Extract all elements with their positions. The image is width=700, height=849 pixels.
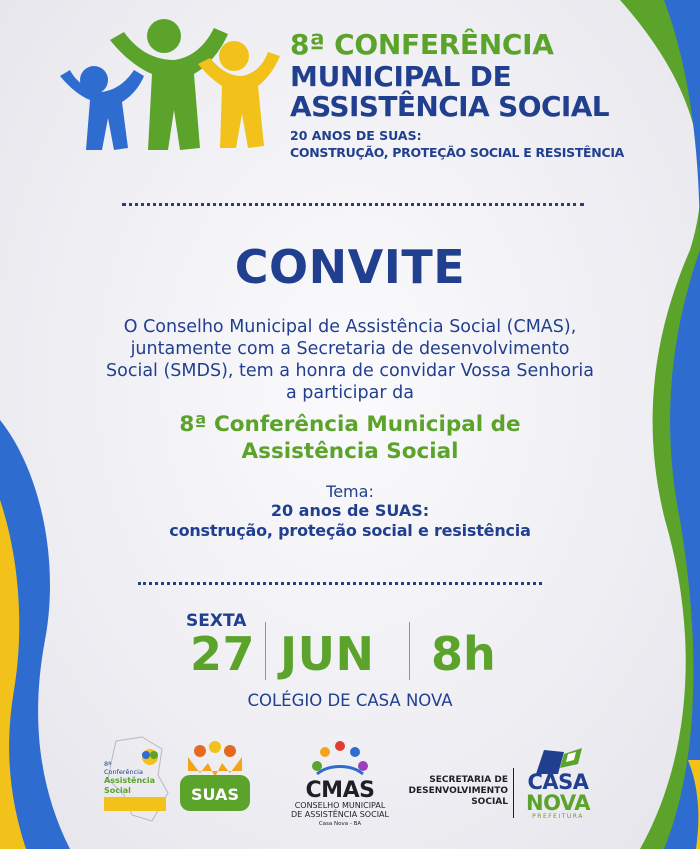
mini-logo-line: Assistência <box>104 776 156 785</box>
event-name <box>60 411 640 465</box>
cmas-logo <box>309 738 371 782</box>
header-subtitle-line2: CONSTRUÇÃO, PROTEÇÃO SOCIAL E RESISTÊNCIA <box>290 145 625 160</box>
date-separator <box>265 622 266 680</box>
invite-body-line: Social (SMDS), tem a honra de convidar Vossa Senhoria <box>106 361 594 381</box>
secretaria-line3: SOCIAL <box>471 797 508 807</box>
header-title-line3: ASSISTÊNCIA SOCIAL <box>290 90 610 123</box>
theme-line2: construção, proteção social e resistência <box>169 521 531 540</box>
conference-people-logo <box>52 10 282 160</box>
casa-nova-line2: NOVA <box>526 791 590 815</box>
header-title-line2: MUNICIPAL DE <box>290 60 512 93</box>
event-time: 8h <box>431 627 496 681</box>
mini-logo-line: Conferência <box>104 768 143 776</box>
invite-body <box>60 316 640 404</box>
event-day: 27 <box>190 627 256 681</box>
event-venue: COLÉGIO DE CASA NOVA <box>247 691 453 710</box>
cmas-logo-text: CMAS <box>305 778 375 803</box>
invite-heading: CONVITE <box>234 240 466 294</box>
event-name-line2: Assistência Social <box>241 439 459 464</box>
secretaria-line2: DESENVOLVIMENTO <box>408 786 508 796</box>
invite-body-line: juntamente com a Secretaria de desenvolvimento <box>130 339 570 359</box>
mini-logo-line: Social <box>104 786 131 795</box>
suas-logo-text: SUAS <box>191 785 239 804</box>
invite-body-line: O Conselho Municipal de Assistência Social (CMAS), <box>123 317 577 337</box>
date-separator <box>409 622 410 680</box>
cmas-logo-sub: CONSELHO MUNICIPAL <box>294 801 386 810</box>
header-edition: 8ª CONFERÊNCIA <box>290 28 554 61</box>
secretaria-separator <box>513 768 514 818</box>
cmas-logo-location: Casa Nova - BA <box>318 821 362 827</box>
theme-label: Tema: <box>326 482 374 501</box>
invite-body-line: a participar da <box>286 383 414 403</box>
dotted-divider-top <box>122 203 584 206</box>
cmas-logo-sub: DE ASSISTÊNCIA SOCIAL <box>291 810 389 819</box>
header-subtitle-line1: 20 ANOS DE SUAS: <box>290 128 422 143</box>
dotted-divider-bottom <box>138 582 542 585</box>
event-name-line1: 8ª Conferência Municipal de <box>179 412 521 437</box>
casa-nova-line3: PREFEITURA <box>532 813 584 820</box>
mini-logo-edition: 8ª <box>104 760 112 768</box>
event-weekday: SEXTA <box>186 611 247 631</box>
secretaria-line1: SECRETARIA DE <box>429 775 508 785</box>
casa-nova-line1: CASA <box>527 770 589 794</box>
event-month: JUN <box>280 627 375 681</box>
theme-line1: 20 anos de SUAS: <box>270 501 430 520</box>
